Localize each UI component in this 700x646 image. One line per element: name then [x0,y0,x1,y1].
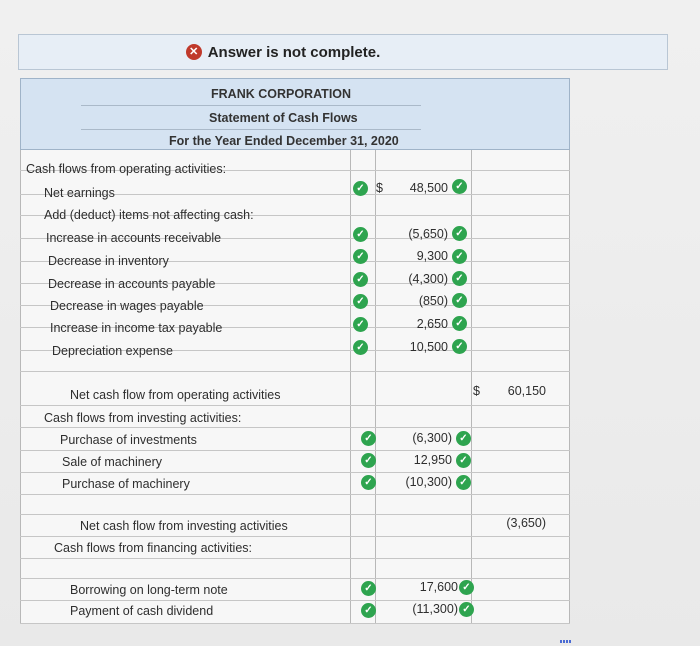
check-circle-icon: ✓ [456,431,471,446]
check-circle-icon: ✓ [361,603,376,618]
investing-item-label: Purchase of investments [60,433,197,447]
operating-net-value[interactable]: 60,150 [507,384,546,398]
investing-net-label: Net cash flow from investing activities [80,519,288,533]
cash-flow-statement [20,78,570,624]
check-circle-icon: ✓ [353,249,368,264]
check-circle-icon: ✓ [459,602,474,617]
check-circle-icon: ✓ [353,317,368,332]
operating-item-value[interactable]: (850) [418,294,448,308]
operating-item-value[interactable]: (4,300) [408,272,448,286]
answer-alert [18,34,668,70]
check-circle-icon: ✓ [456,475,471,490]
check-circle-icon: ✓ [353,227,368,242]
operating-item-label: Depreciation expense [52,344,173,358]
check-circle-icon: ✓ [353,294,368,309]
row-divider [20,427,570,428]
check-circle-icon: ✓ [353,181,368,196]
operating-item-label: Decrease in wages payable [50,299,204,313]
x-circle-icon: ✕ [186,44,202,60]
operating-item-label: Increase in accounts receivable [46,231,222,245]
investing-item-label: Sale of machinery [62,455,163,469]
financing-item-value[interactable]: 17,600 [419,580,458,594]
check-circle-icon: ✓ [361,431,376,446]
financing-heading: Cash flows from financing activities: [54,541,252,555]
operating-item-label: Decrease in accounts payable [48,277,216,291]
statement-title: Statement of Cash Flows [209,111,358,125]
net-earnings-value[interactable]: 48,500 [409,181,448,195]
alert-text: Answer is not complete. [207,43,381,61]
check-circle-icon: ✓ [353,340,368,355]
row-divider [20,450,570,451]
row-divider [20,623,570,624]
operating-item-value[interactable]: 10,500 [409,340,448,354]
check-circle-icon: ✓ [452,316,467,331]
row-divider [20,536,570,537]
grid-line [375,150,376,624]
row-divider [20,514,570,515]
grid-line [569,150,570,624]
check-circle-icon: ✓ [452,226,467,241]
investing-item-label: Purchase of machinery [62,477,190,491]
more-indicator [560,640,572,643]
operating-net-label: Net cash flow from operating activities [70,388,281,402]
check-circle-icon: ✓ [361,453,376,468]
investing-item-value[interactable]: (6,300) [412,431,452,445]
investing-item-value[interactable]: 12,950 [413,453,452,467]
check-circle-icon: ✓ [452,339,467,354]
operating-item-label: Decrease in inventory [48,254,169,268]
check-circle-icon: ✓ [452,179,467,194]
adjust-label: Add (deduct) items not affecting cash: [44,208,254,222]
check-circle-icon: ✓ [452,271,467,286]
check-circle-icon: ✓ [452,249,467,264]
investing-item-value[interactable]: (10,300) [405,475,452,489]
grid-line [350,150,351,624]
check-circle-icon: ✓ [452,293,467,308]
check-circle-icon: ✓ [459,580,474,595]
statement-header [20,78,570,150]
grid-line [471,150,472,624]
alert-content [186,44,381,61]
statement-period: For the Year Ended December 31, 2020 [169,134,399,148]
row-divider [20,472,570,473]
row-divider [20,494,570,495]
check-circle-icon: ✓ [353,272,368,287]
row-divider [20,371,570,372]
dollar-sign: $ [376,181,383,195]
company-name: FRANK CORPORATION [211,87,352,101]
financing-item-label: Borrowing on long-term note [70,583,228,597]
investing-heading: Cash flows from investing activities: [44,411,242,425]
investing-net-value[interactable]: (3,650) [506,516,546,530]
net-earnings-label: Net earnings [44,186,115,200]
check-circle-icon: ✓ [361,475,376,490]
operating-item-value[interactable]: 9,300 [416,249,448,263]
row-divider [20,405,570,406]
row-divider [20,558,570,559]
dollar-sign: $ [473,384,480,398]
operating-item-value[interactable]: 2,650 [416,317,448,331]
check-circle-icon: ✓ [361,581,376,596]
row-divider [20,600,570,601]
grid-line [20,150,21,624]
financing-item-label: Payment of cash dividend [70,604,214,618]
check-circle-icon: ✓ [456,453,471,468]
header-divider [81,105,421,106]
operating-item-label: Increase in income tax payable [50,321,223,335]
operating-heading: Cash flows from operating activities: [26,162,227,176]
header-divider [81,129,421,130]
financing-item-value[interactable]: (11,300) [412,602,458,616]
operating-item-value[interactable]: (5,650) [408,227,448,241]
row-divider [20,578,570,579]
